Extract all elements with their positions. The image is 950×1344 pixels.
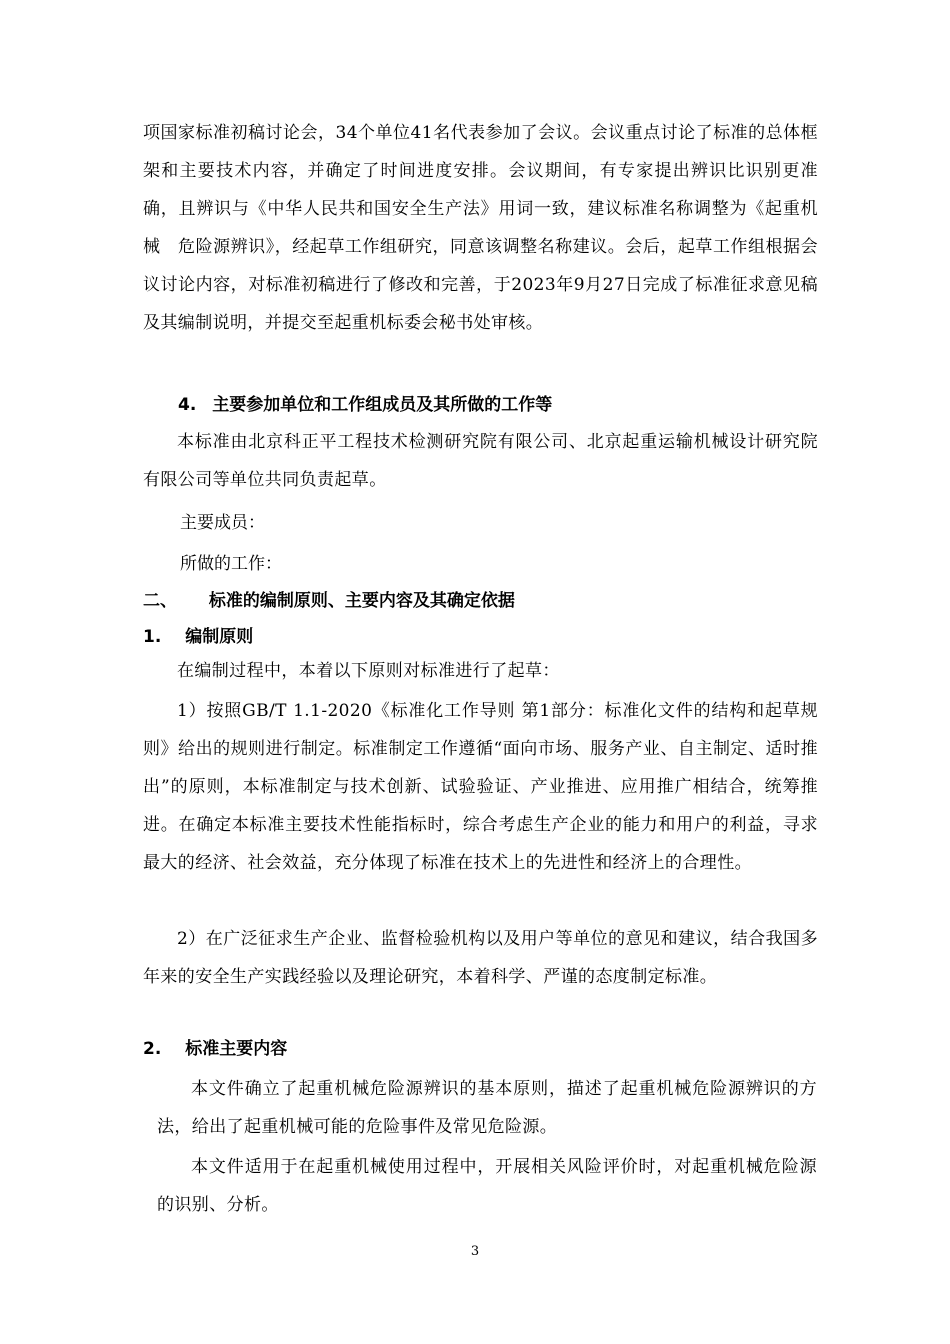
paragraph-drafters: 本标准由北京科正平工程技术检测研究院有限公司、北京起重运输机械设计研究院有限公司等单位共同负责起草。 [143, 432, 818, 490]
paragraph-principles-intro: 在编制过程中，本着以下原则对标准进行了起草： [177, 661, 560, 681]
paragraph-content-1: 本文件确立了起重机械危险源辨识的基本原则，描述了起重机械危险源辨识的方法，给出了起重机械可能的危险事件及常见危险源。 [157, 1079, 817, 1137]
heading-principles [143, 622, 253, 652]
page-number: 3 [470, 1244, 480, 1259]
heading-text: 标准的编制原则、主要内容及其确定依据 [208, 591, 515, 611]
paragraph-meeting-summary: 项国家标准初稿讨论会，34个单位41名代表参加了会议。会议重点讨论了标准的总体框架和主要技术内容，并确定了时间进度安排。会议期间，有专家提出辨识比识别更准确，且辨识与《中华人民共和国安全生产法》用词一致，建议标准名称调整为《起重机械 危险源辨识》，经起草工作组研究，同意该调整名称建议。会后，起草工作组根据会议讨论内容，对标准初稿进行了修改和完善，于2023年9月27日完成了标准征求意见稿及其编制说明，并提交至起重机标委会秘书处审核。 [143, 123, 818, 333]
heading-text: 主要参加单位和工作组成员及其所做的工作等 [212, 395, 553, 415]
heading-number: 4. [178, 395, 197, 415]
paragraph-principle-2: 2）在广泛征求生产企业、监督检验机构以及用户等单位的意见和建议，结合我国多年来的安全生产实践经验以及理论研究，本着科学、严谨的态度制定标准。 [143, 929, 818, 987]
heading-section-two [143, 586, 515, 616]
heading-number: 二、 [143, 591, 177, 611]
members-label: 主要成员： [180, 513, 265, 533]
work-label: 所做的工作： [180, 554, 282, 574]
heading-number: 2. [143, 1039, 162, 1059]
heading-text: 编制原则 [185, 627, 254, 647]
paragraph-principle-1: 1）按照GB/T 1.1-2020《标准化工作导则 第1部分：标准化文件的结构和起草规则》给出的规则进行制定。标准制定工作遵循“面向市场、服务产业、自主制定、适时推出”的原则，本标准制定与技术创新、试验验证、产业推进、应用推广相结合，统筹推进。在确定本标准主要技术性能指标时，综合考虑生产企业的能力和用户的利益，寻求最大的经济、社会效益，充分体现了标准在技术上的先进性和经济上的合理性。 [143, 701, 818, 873]
heading-number: 1. [143, 627, 162, 647]
heading-participants [178, 390, 552, 420]
heading-main-content [143, 1034, 287, 1064]
heading-text: 标准主要内容 [185, 1039, 288, 1059]
paragraph-content-2: 本文件适用于在起重机械使用过程中，开展相关风险评价时，对起重机械危险源的识别、分析。 [157, 1157, 817, 1215]
